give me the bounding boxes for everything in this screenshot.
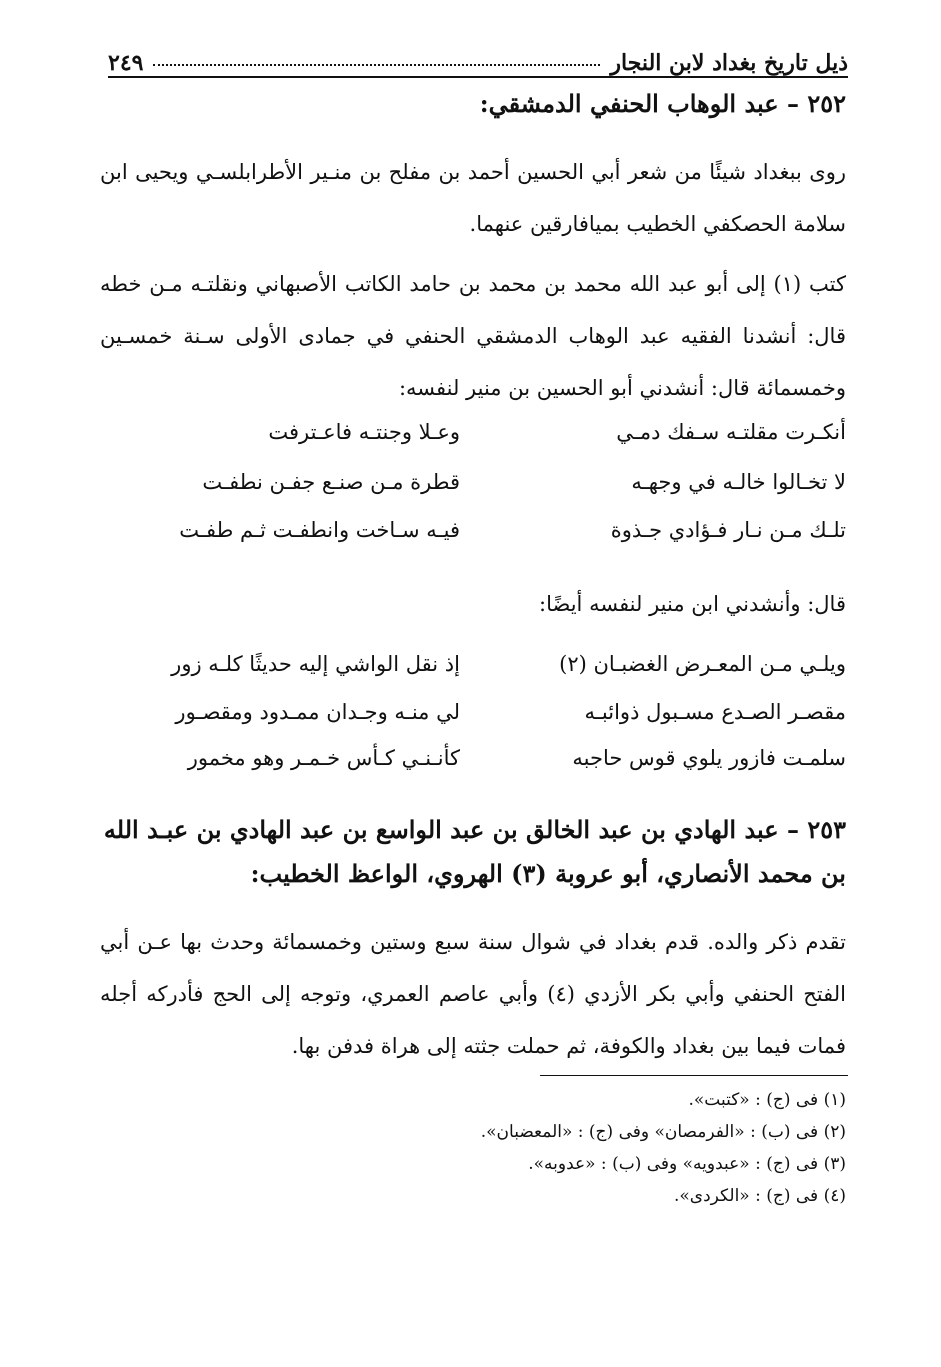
running-title: ذيل تاريخ بغداد لابن النجار (610, 50, 848, 76)
footnote: (٣) فى (ج) : «عبدويه» وفى (ب) : «عدوبه». (528, 1154, 846, 1174)
verse-line (100, 652, 846, 698)
verse-first-hemistich: مقصـر الصـدع مسـبول ذوائبـه (584, 700, 846, 724)
entry-253-heading: ٢٥٣ – عبد الهادي بن عبد الخالق بن عبد الواسع بن عبد الهادي بن عبـد الله بن محمد الأنصاري، أبو عروبة (٣) الهروي، الواعظ الخطيب: (103, 815, 846, 888)
verse-second-hemistich: إذ نقل الواشي إليه حديثًا كلـه زور (171, 652, 460, 676)
verse-line (100, 470, 846, 516)
verse-second-hemistich: كأنـنـي كـأس خـمـر وهو مخمور (187, 746, 460, 770)
footnote-separator (540, 1075, 848, 1076)
verse-first-hemistich: تلـك مـن نـار فـؤادي جـذوة (610, 518, 846, 542)
verse-second-hemistich: فيـه سـاخت وانطفـت ثـم طفـت (179, 518, 460, 542)
verse-line (100, 700, 846, 746)
verse-first-hemistich: ويلـي مـن المعـرض الغضبـان (٢) (559, 652, 846, 676)
verse-line (100, 420, 846, 466)
footnote: (١) فى (ج) : «كتبت». (688, 1090, 846, 1110)
verse-first-hemistich: سلمـت فازور يلوي قوس حاجبه (572, 746, 846, 770)
verse-first-hemistich: أنكـرت مقلتـه سـفك دمـي (616, 420, 846, 444)
verse-second-hemistich: قطرة مـن صنـع جفـن نطفـت (202, 470, 460, 494)
verse-line (100, 518, 846, 564)
running-header (108, 36, 848, 78)
verse-second-hemistich: لي منـه وجـدان ممـدود ومقصـور (175, 700, 460, 724)
footnote: (٤) فى (ج) : «الكردى». (673, 1186, 846, 1206)
footnote: (٢) فى (ب) : «الفرمصان» وفى (ج) : «المعضبان». (480, 1122, 846, 1142)
entry-252-paragraph-1: روى ببغداد شيئًا من شعر أبي الحسين أحمد بن مفلح بن منـير الأطرابلسـي ويحيى ابن سلامة الحصكفي الخطيب بميافارقين عنهما. (100, 160, 846, 236)
entry-253-paragraph-1: تقدم ذكر والده. قدم بغداد في شوال سنة سبع وستين وخمسمائة وحدث بها عـن أبي الفتح الحنفي وأبي بكر الأزدي (٤) وأبي عاصم العمري، وتوجه إلى الحج فأدركه أجله فمات فيما بين بغداد والكوفة، ثم حملت جثته إلى هراة فدفن بها. (100, 930, 846, 1058)
entry-252-heading: ٢٥٢ – عبد الوهاب الحنفي الدمشقي: (479, 89, 846, 118)
entry-252-paragraph-3: قال: وأنشدني ابن منير لنفسه أيضًا: (539, 592, 846, 616)
verse-second-hemistich: وعـلا وجنتـه فاعـترفت (268, 420, 460, 444)
page-number: ٢٤٩ (108, 50, 144, 76)
entry-252-paragraph-2: كتب (١) إلى أبو عبد الله محمد بن محمد بن حامد الكاتب الأصبهاني ونقلتـه مـن خطه قال: أنشدنا الفقيه عبد الوهاب الدمشقي الحنفي في جمادى الأولى سـنة خمسـين وخمسمائة قال: أنشدني أبو الحسين بن منير لنفسه: (100, 272, 846, 400)
verse-line (100, 746, 846, 792)
verse-first-hemistich: لا تخـالوا خالـه في وجهـه (631, 470, 846, 494)
header-dotted-leader (153, 64, 600, 66)
